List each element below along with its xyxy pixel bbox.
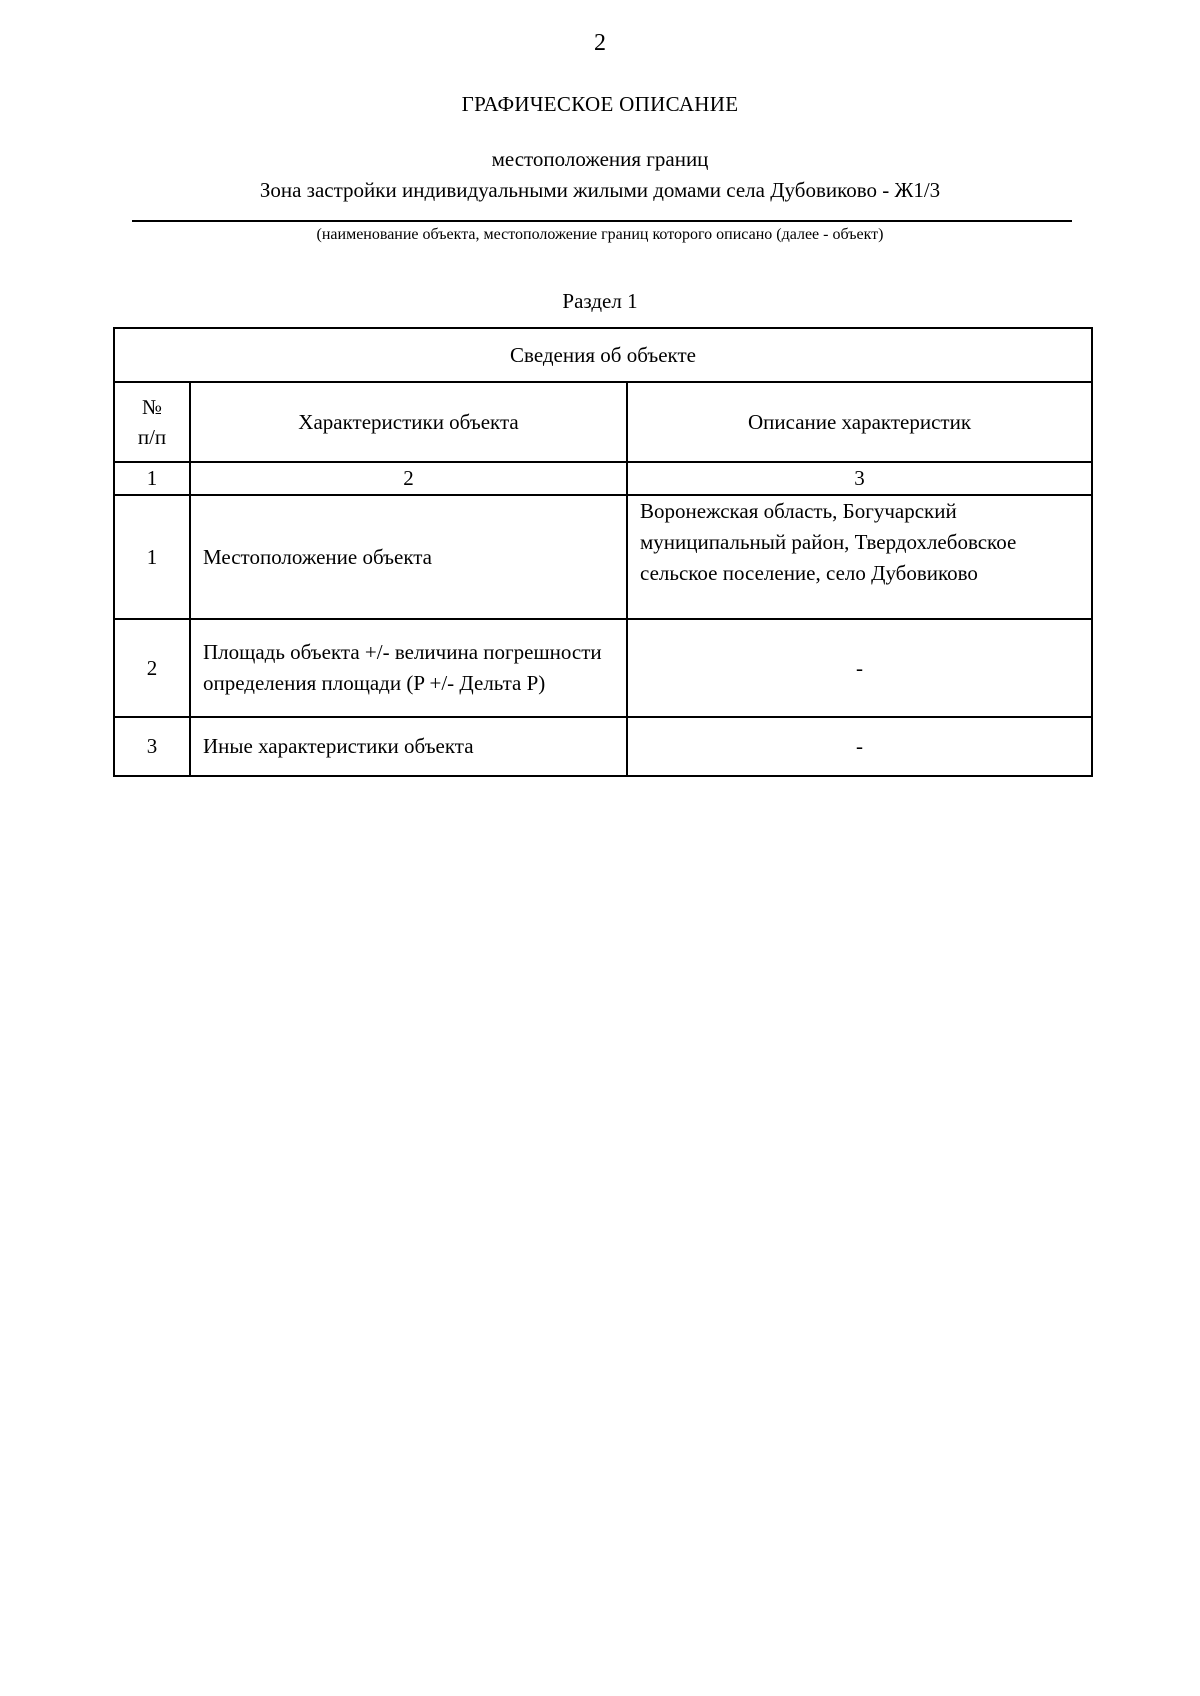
object-name-underline (132, 220, 1072, 222)
column-header-number-line1: № (141, 395, 163, 419)
row-characteristic: Иные характеристики объекта (190, 717, 627, 776)
page-number: 2 (594, 30, 606, 56)
column-header-number (114, 382, 190, 462)
table-caption: Сведения об объекте (114, 328, 1092, 382)
column-number: 3 (627, 462, 1092, 495)
table-header-row (114, 382, 1092, 462)
column-header-description: Описание характеристик (627, 382, 1092, 462)
row-number: 3 (114, 717, 190, 776)
column-header-characteristic: Характеристики объекта (190, 382, 627, 462)
object-info-table (113, 327, 1093, 777)
object-name: Зона застройки индивидуальными жилыми домами села Дубовиково - Ж1/3 (259, 178, 941, 202)
table-caption-row (114, 328, 1092, 382)
column-numbers-row (114, 462, 1092, 495)
table-row (114, 495, 1092, 619)
document-title: ГРАФИЧЕСКОЕ ОПИСАНИЕ (461, 92, 739, 116)
row-characteristic: Площадь объекта +/- величина погрешности определения площади (P +/- Дельта P) (190, 619, 627, 717)
row-number: 1 (114, 495, 190, 619)
column-header-number-line2: п/п (137, 425, 167, 449)
column-number: 2 (190, 462, 627, 495)
section-title: Раздел 1 (562, 289, 638, 313)
table-row (114, 717, 1092, 776)
table-row (114, 619, 1092, 717)
row-characteristic: Местоположение объекта (190, 495, 627, 619)
row-number: 2 (114, 619, 190, 717)
column-number: 1 (114, 462, 190, 495)
object-name-hint: (наименование объекта, местоположение границ которого описано (далее - объект) (316, 226, 884, 243)
row-description: - (627, 717, 1092, 776)
document-subtitle: местоположения границ (491, 147, 709, 171)
row-description: - (627, 619, 1092, 717)
row-description: Воронежская область, Богучарский муниципальный район, Твердохлебовское сельское поселение, село Дубовиково (627, 495, 1092, 619)
